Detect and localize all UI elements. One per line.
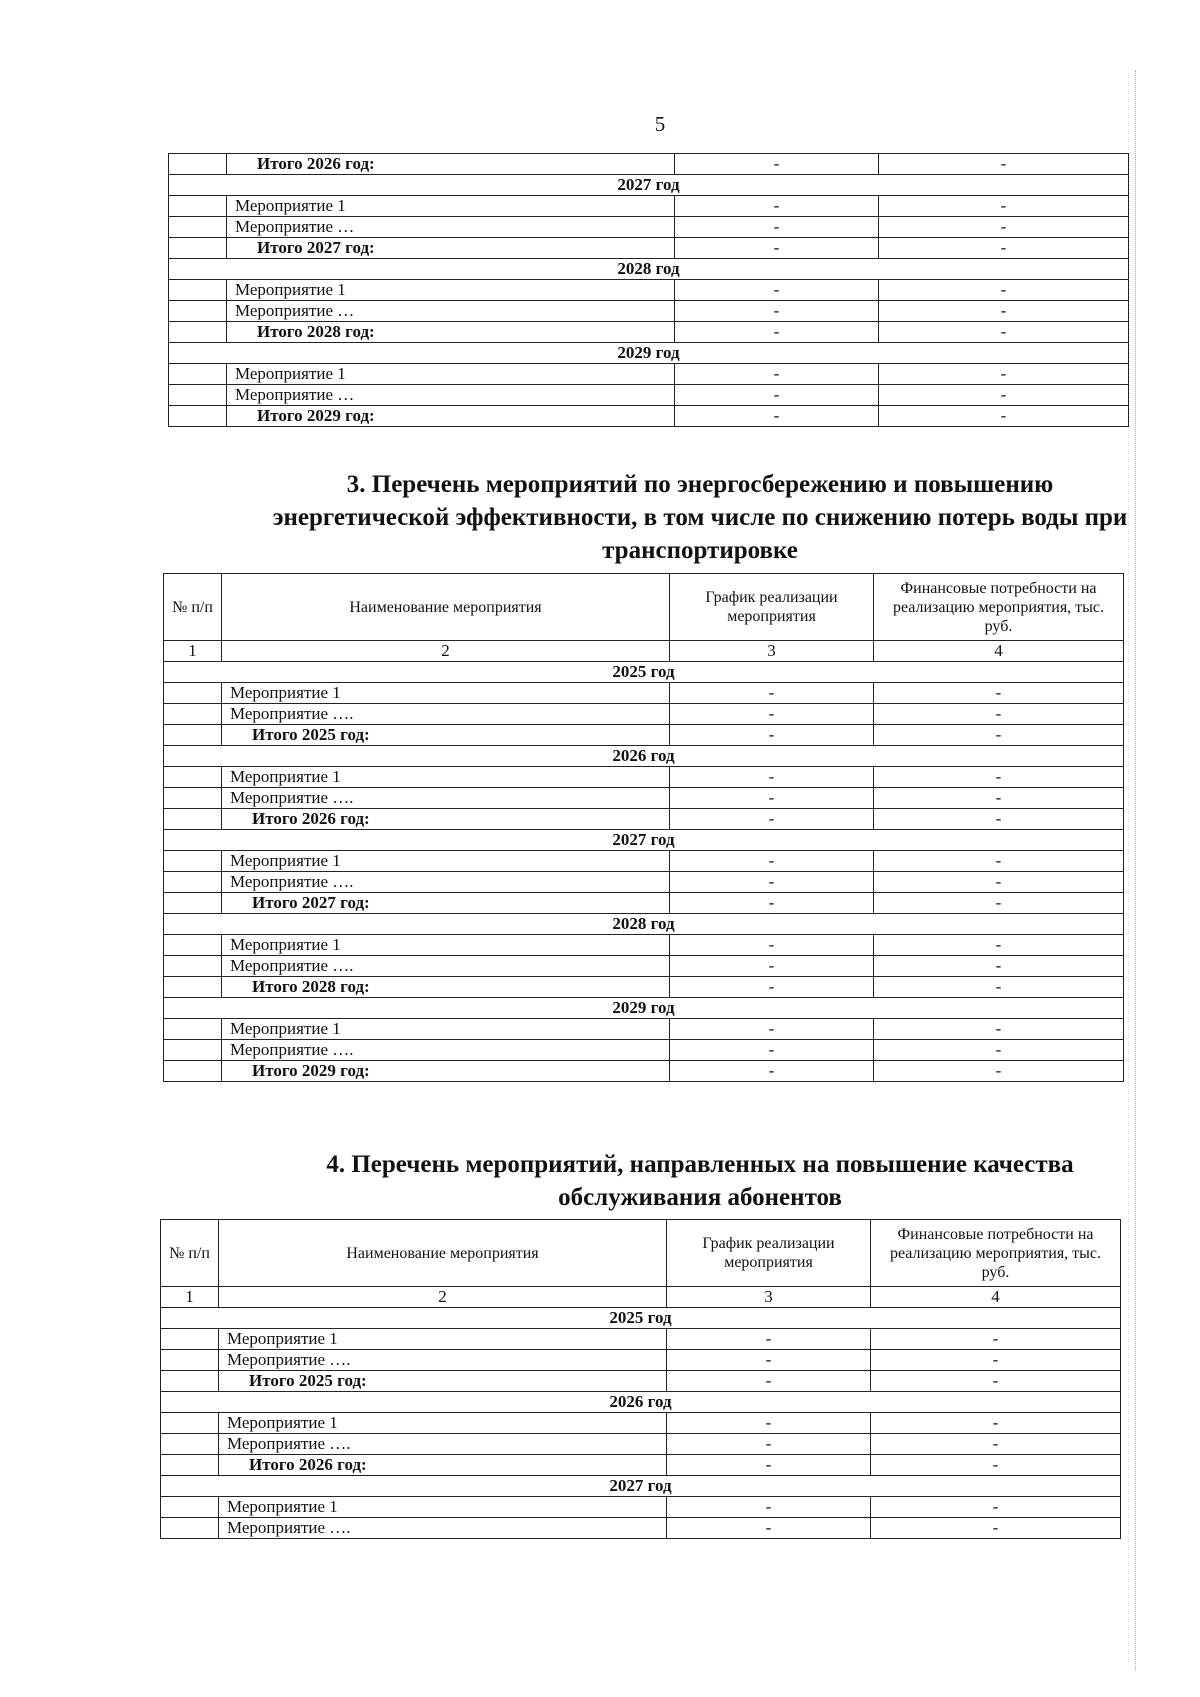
table-row (169, 196, 1129, 217)
row-number (164, 809, 222, 830)
activity-name: Мероприятие 1 (222, 767, 670, 788)
total-row (161, 1371, 1121, 1392)
schedule-value: - (675, 385, 879, 406)
schedule-value: - (675, 280, 879, 301)
activity-name: Итого 2026 год: (227, 154, 675, 175)
activity-name: Мероприятие 1 (222, 1019, 670, 1040)
schedule-value: - (667, 1434, 871, 1455)
year-row (161, 1308, 1121, 1329)
row-number (164, 1061, 222, 1082)
year-label: 2029 год (164, 998, 1124, 1019)
table-section3 (163, 573, 1124, 1082)
table-row (164, 956, 1124, 977)
column-header: Финансовые потребности на реализацию мероприятия, тыс. руб. (871, 1220, 1121, 1287)
row-number (164, 851, 222, 872)
finance-value: - (874, 683, 1124, 704)
finance-value: - (879, 406, 1129, 427)
table-row (164, 704, 1124, 725)
schedule-value: - (670, 851, 874, 872)
schedule-value: - (670, 1061, 874, 1082)
column-number-row (161, 1287, 1121, 1308)
row-number (161, 1455, 219, 1476)
total-row (164, 977, 1124, 998)
schedule-value: - (670, 935, 874, 956)
row-number (164, 704, 222, 725)
year-label: 2027 год (161, 1476, 1121, 1497)
schedule-value: - (670, 788, 874, 809)
schedule-value: - (675, 196, 879, 217)
total-row (164, 1061, 1124, 1082)
activity-name: Итого 2026 год: (219, 1455, 667, 1476)
row-number (164, 1019, 222, 1040)
row-number (169, 301, 227, 322)
finance-value: - (871, 1455, 1121, 1476)
table-row (164, 1019, 1124, 1040)
year-label: 2025 год (161, 1308, 1121, 1329)
column-header: № п/п (161, 1220, 219, 1287)
table-row (164, 767, 1124, 788)
finance-value: - (874, 935, 1124, 956)
finance-value: - (871, 1350, 1121, 1371)
finance-value: - (874, 767, 1124, 788)
column-number: 2 (219, 1287, 667, 1308)
schedule-value: - (667, 1371, 871, 1392)
finance-value: - (871, 1497, 1121, 1518)
schedule-value: - (667, 1497, 871, 1518)
year-row (169, 259, 1129, 280)
finance-value: - (871, 1518, 1121, 1539)
row-number (169, 238, 227, 259)
finance-value: - (874, 872, 1124, 893)
table-row (164, 788, 1124, 809)
section4-heading: 4. Перечень мероприятий, направленных на повышение качества обслуживания абонентов (326, 1151, 1074, 1211)
page-number: 5 (654, 112, 666, 136)
row-number (164, 956, 222, 977)
schedule-value: - (675, 301, 879, 322)
activity-name: Мероприятие 1 (222, 935, 670, 956)
section3-heading: 3. Перечень мероприятий по энергосбережению и повышению энергетической эффективности, в том числе по снижению потерь воды при транспортировке (272, 471, 1128, 564)
finance-value: - (879, 196, 1129, 217)
activity-name: Мероприятие 1 (222, 683, 670, 704)
table-row (161, 1497, 1121, 1518)
finance-value: - (874, 1061, 1124, 1082)
finance-value: - (879, 301, 1129, 322)
schedule-value: - (667, 1455, 871, 1476)
table-row (161, 1434, 1121, 1455)
activity-name: Мероприятие …. (219, 1434, 667, 1455)
schedule-value: - (670, 809, 874, 830)
year-row (161, 1392, 1121, 1413)
activity-name: Мероприятие 1 (227, 364, 675, 385)
finance-value: - (879, 280, 1129, 301)
table-row (169, 385, 1129, 406)
schedule-value: - (675, 238, 879, 259)
schedule-value: - (670, 704, 874, 725)
activity-name: Мероприятие …. (219, 1518, 667, 1539)
finance-value: - (874, 725, 1124, 746)
row-number (161, 1329, 219, 1350)
total-row (164, 725, 1124, 746)
row-number (169, 154, 227, 175)
schedule-value: - (670, 956, 874, 977)
finance-value: - (874, 1040, 1124, 1061)
row-number (164, 893, 222, 914)
activity-name: Мероприятие … (227, 217, 675, 238)
column-header: Наименование мероприятия (222, 574, 670, 641)
row-number (164, 1040, 222, 1061)
activity-name: Мероприятие 1 (222, 851, 670, 872)
row-number (169, 280, 227, 301)
table-row (169, 217, 1129, 238)
year-row (161, 1476, 1121, 1497)
finance-value: - (874, 704, 1124, 725)
schedule-value: - (667, 1518, 871, 1539)
table-row (161, 1518, 1121, 1539)
year-label: 2029 год (169, 343, 1129, 364)
year-row (164, 746, 1124, 767)
column-number: 4 (871, 1287, 1121, 1308)
activity-name: Мероприятие … (227, 301, 675, 322)
activity-name: Мероприятие …. (219, 1350, 667, 1371)
year-row (164, 914, 1124, 935)
activity-name: Итого 2025 год: (219, 1371, 667, 1392)
row-number (161, 1413, 219, 1434)
column-number: 3 (670, 641, 874, 662)
column-number-row (164, 641, 1124, 662)
schedule-value: - (667, 1413, 871, 1434)
activity-name: Мероприятие …. (222, 788, 670, 809)
finance-value: - (874, 1019, 1124, 1040)
schedule-value: - (670, 683, 874, 704)
table-row (161, 1329, 1121, 1350)
table-row (169, 364, 1129, 385)
finance-value: - (874, 893, 1124, 914)
row-number (169, 406, 227, 427)
activity-name: Итого 2026 год: (222, 809, 670, 830)
year-row (164, 830, 1124, 851)
table-header-row (164, 574, 1124, 641)
row-number (161, 1350, 219, 1371)
activity-name: Итого 2027 год: (227, 238, 675, 259)
table-row (164, 872, 1124, 893)
year-label: 2028 год (169, 259, 1129, 280)
row-number (161, 1497, 219, 1518)
activity-name: Итого 2025 год: (222, 725, 670, 746)
row-number (161, 1434, 219, 1455)
row-number (164, 977, 222, 998)
row-number (164, 935, 222, 956)
row-number (169, 322, 227, 343)
total-row (169, 322, 1129, 343)
finance-value: - (871, 1413, 1121, 1434)
column-header: График реализации мероприятия (670, 574, 874, 641)
table-row (169, 280, 1129, 301)
schedule-value: - (675, 322, 879, 343)
row-number (169, 196, 227, 217)
finance-value: - (871, 1434, 1121, 1455)
activity-name: Итого 2029 год: (222, 1061, 670, 1082)
year-label: 2027 год (169, 175, 1129, 196)
activity-name: Мероприятие …. (222, 872, 670, 893)
activity-name: Итого 2027 год: (222, 893, 670, 914)
schedule-value: - (670, 1040, 874, 1061)
activity-name: Мероприятие …. (222, 1040, 670, 1061)
total-row (169, 238, 1129, 259)
finance-value: - (874, 977, 1124, 998)
year-label: 2026 год (164, 746, 1124, 767)
column-header: Наименование мероприятия (219, 1220, 667, 1287)
table-section4 (160, 1219, 1121, 1539)
row-number (164, 767, 222, 788)
table-row (164, 935, 1124, 956)
finance-value: - (874, 956, 1124, 977)
year-row (169, 343, 1129, 364)
column-number: 2 (222, 641, 670, 662)
schedule-value: - (670, 872, 874, 893)
activity-name: Итого 2028 год: (227, 322, 675, 343)
finance-value: - (879, 322, 1129, 343)
table-header-row (161, 1220, 1121, 1287)
table-row (164, 683, 1124, 704)
schedule-value: - (667, 1350, 871, 1371)
finance-value: - (874, 809, 1124, 830)
activity-name: Итого 2029 год: (227, 406, 675, 427)
year-label: 2027 год (164, 830, 1124, 851)
column-header: № п/п (164, 574, 222, 641)
activity-name: Мероприятие 1 (219, 1413, 667, 1434)
row-number (169, 364, 227, 385)
schedule-value: - (670, 725, 874, 746)
finance-value: - (871, 1371, 1121, 1392)
schedule-value: - (675, 406, 879, 427)
table-row (161, 1413, 1121, 1434)
total-row (169, 154, 1129, 175)
row-number (169, 217, 227, 238)
schedule-value: - (670, 977, 874, 998)
schedule-value: - (670, 1019, 874, 1040)
activity-name: Мероприятие …. (222, 704, 670, 725)
year-row (164, 662, 1124, 683)
row-number (161, 1518, 219, 1539)
row-number (164, 725, 222, 746)
finance-value: - (879, 238, 1129, 259)
year-label: 2026 год (161, 1392, 1121, 1413)
schedule-value: - (670, 767, 874, 788)
schedule-value: - (675, 364, 879, 385)
activity-name: Мероприятие 1 (227, 196, 675, 217)
finance-value: - (874, 788, 1124, 809)
finance-value: - (879, 364, 1129, 385)
total-row (169, 406, 1129, 427)
schedule-value: - (670, 893, 874, 914)
row-number (161, 1371, 219, 1392)
row-number (169, 385, 227, 406)
row-number (164, 872, 222, 893)
column-header: График реализации мероприятия (667, 1220, 871, 1287)
column-number: 1 (164, 641, 222, 662)
finance-value: - (879, 154, 1129, 175)
table-row (161, 1350, 1121, 1371)
finance-value: - (879, 385, 1129, 406)
activity-name: Итого 2028 год: (222, 977, 670, 998)
finance-value: - (871, 1329, 1121, 1350)
schedule-value: - (667, 1329, 871, 1350)
activity-name: Мероприятие 1 (219, 1329, 667, 1350)
schedule-value: - (675, 217, 879, 238)
year-row (169, 175, 1129, 196)
row-number (164, 788, 222, 809)
column-number: 4 (874, 641, 1124, 662)
column-number: 3 (667, 1287, 871, 1308)
table-section2-continuation (168, 153, 1129, 427)
activity-name: Мероприятие 1 (227, 280, 675, 301)
table-row (164, 851, 1124, 872)
total-row (164, 893, 1124, 914)
scan-edge-artifact (1135, 70, 1152, 1670)
finance-value: - (874, 851, 1124, 872)
year-label: 2028 год (164, 914, 1124, 935)
activity-name: Мероприятие …. (222, 956, 670, 977)
total-row (164, 809, 1124, 830)
schedule-value: - (675, 154, 879, 175)
activity-name: Мероприятие 1 (219, 1497, 667, 1518)
row-number (164, 683, 222, 704)
year-label: 2025 год (164, 662, 1124, 683)
finance-value: - (879, 217, 1129, 238)
activity-name: Мероприятие … (227, 385, 675, 406)
column-number: 1 (161, 1287, 219, 1308)
column-header: Финансовые потребности на реализацию мероприятия, тыс. руб. (874, 574, 1124, 641)
year-row (164, 998, 1124, 1019)
table-row (169, 301, 1129, 322)
total-row (161, 1455, 1121, 1476)
table-row (164, 1040, 1124, 1061)
